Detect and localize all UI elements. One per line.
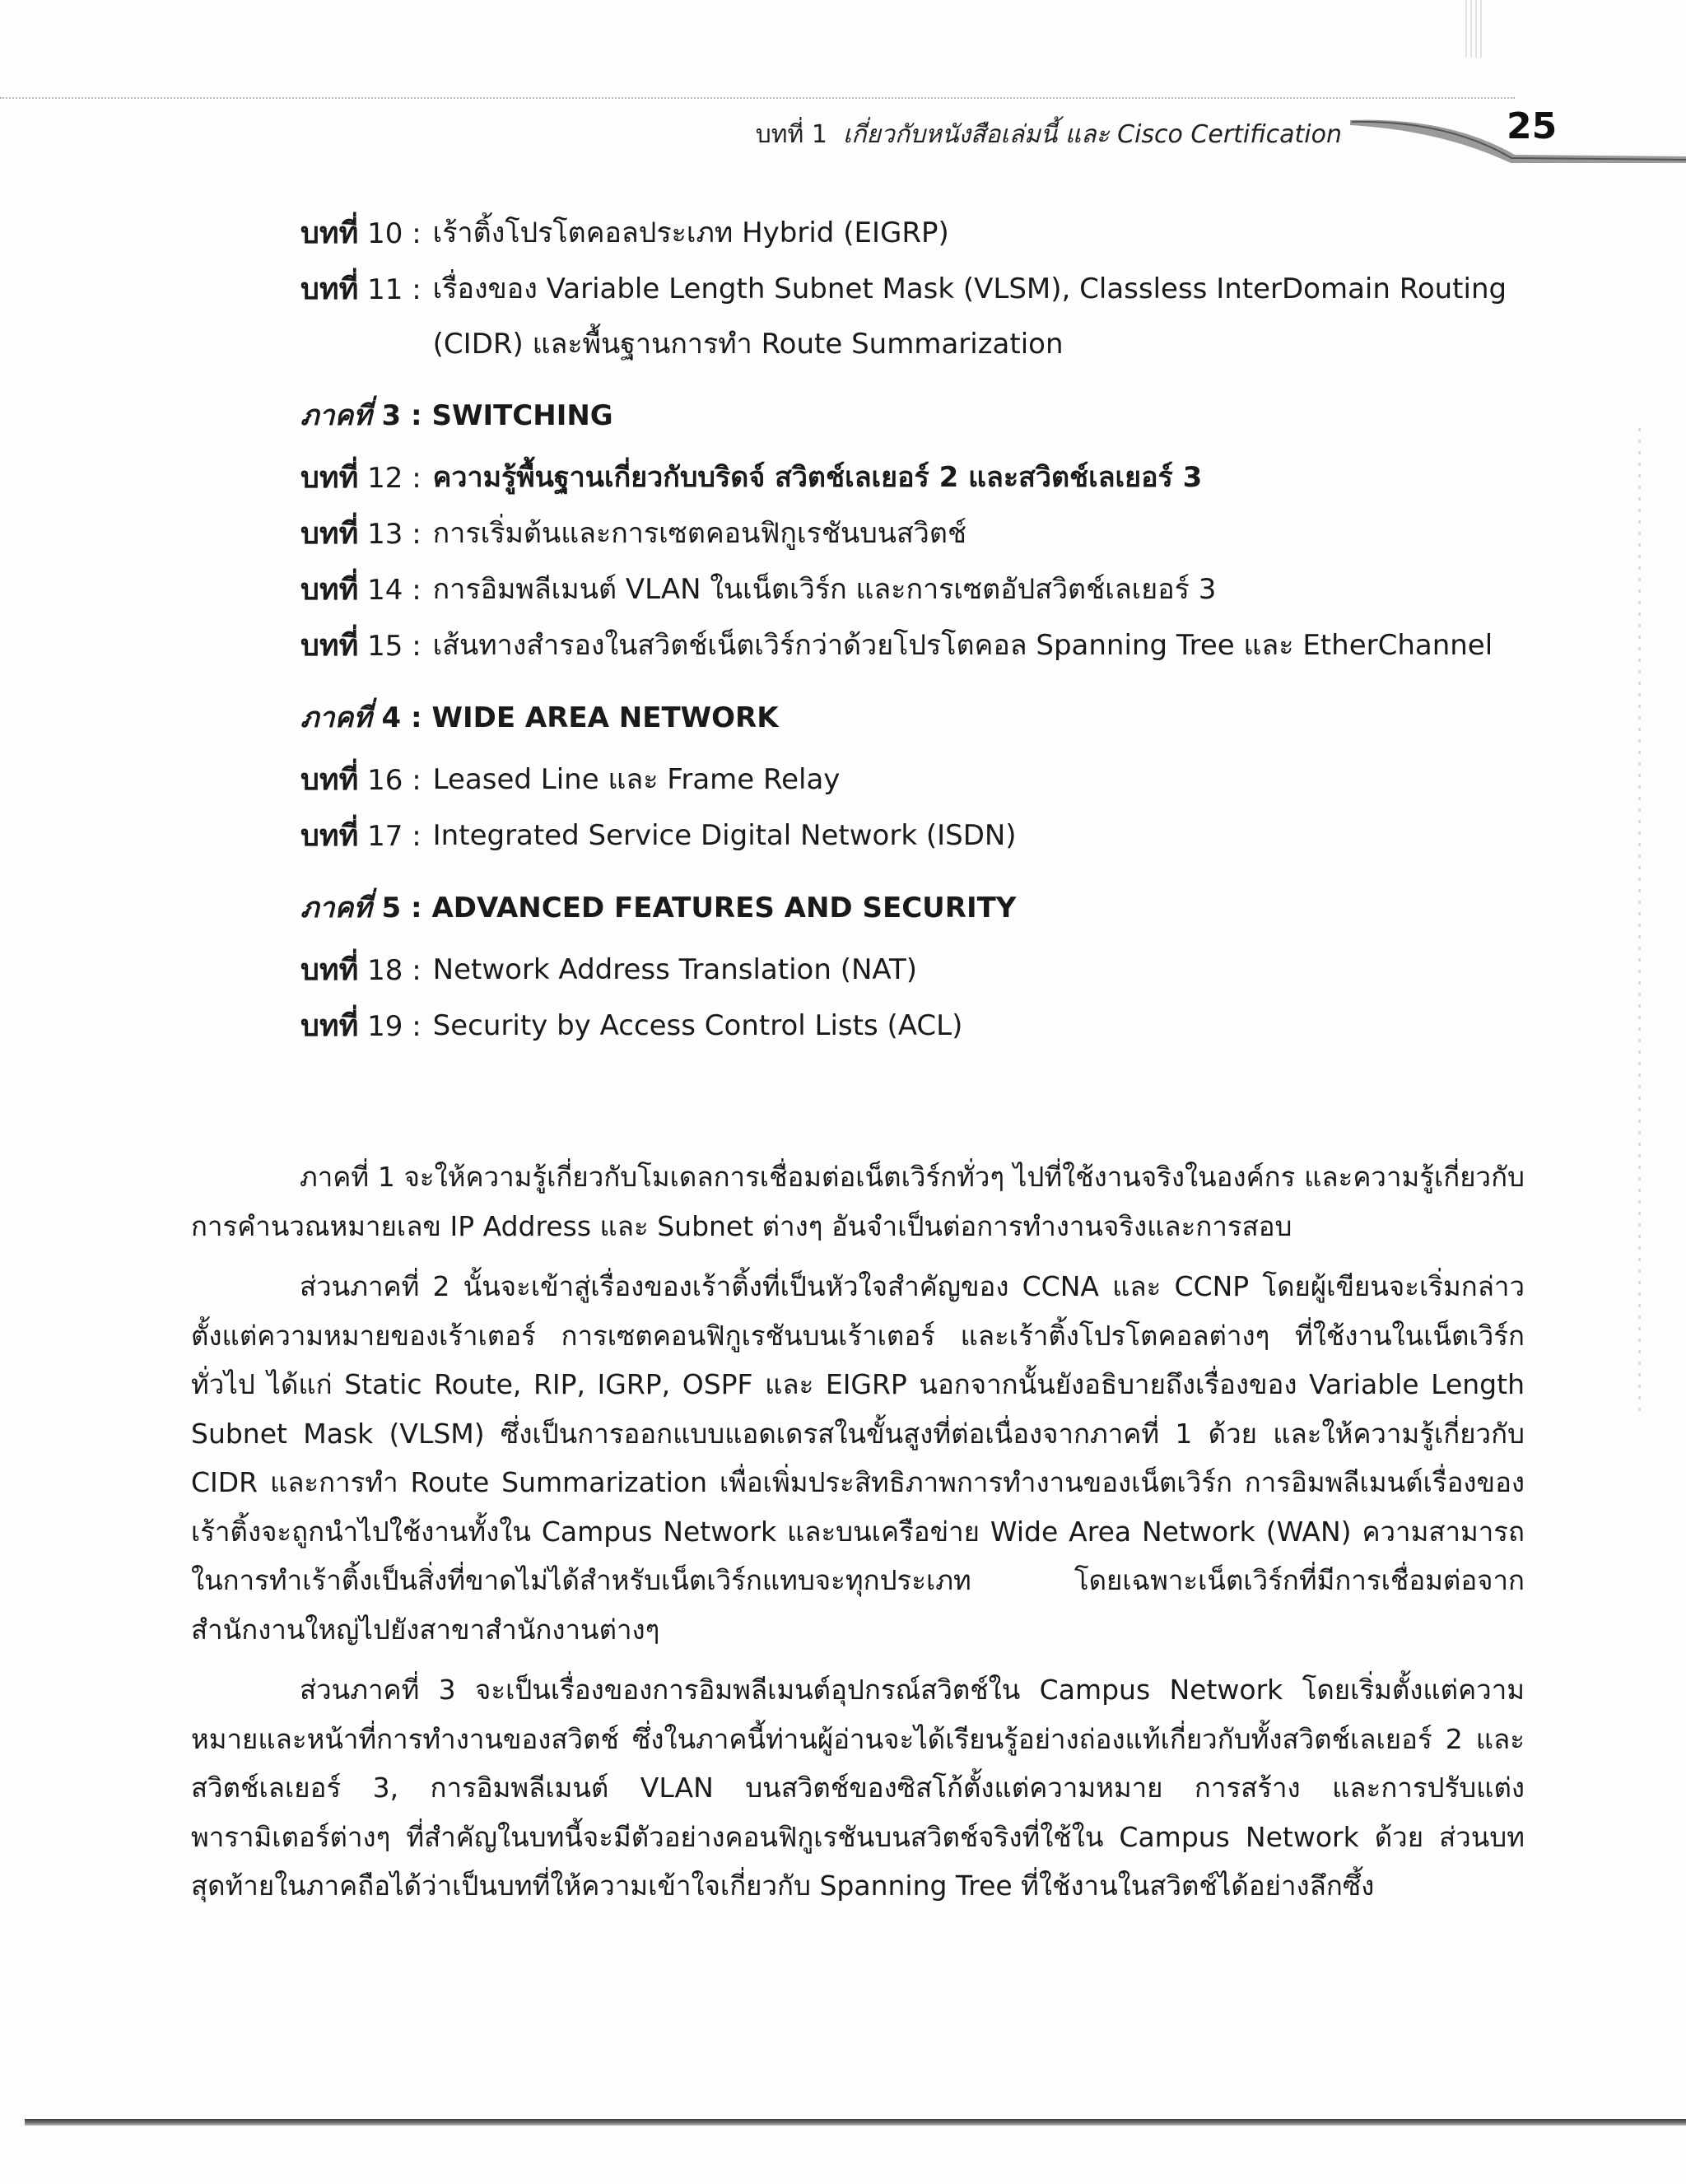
paragraph-part-1: ภาคที่ 1 จะให้ความรู้เกี่ยวกับโมเดลการเชื่อมต่อเน็ตเวิร์กทั่วๆ ไปที่ใช้งานจริงในองค์กร และความรู้เกี่ยวกับการคำนวณหมายเลข IP Address และ Subnet ต่างๆ อันจำเป็นต่อการทำงานจริงและการสอบ <box>191 1161 1525 1242</box>
toc-chapter-14 <box>300 562 1535 618</box>
header-chapter-title: เกี่ยวกับหนังสือเล่มนี้ และ Cisco Certification <box>843 120 1342 149</box>
part-number: 4 : <box>381 701 422 734</box>
chapter-title: เรื่องของ Variable Length Subnet Mask (VLSM), Classless InterDomain Routing (CIDR) และพื้นฐานการทำ Route Summarization <box>432 272 1507 361</box>
chapter-word: บทที่ <box>300 217 359 250</box>
chapter-word: บทที่ <box>300 517 359 551</box>
chapter-word: บทที่ <box>300 953 359 987</box>
chapter-number: 12 : <box>367 462 422 495</box>
page-number: 25 <box>1507 105 1558 147</box>
chapter-word: บทที่ <box>300 819 359 853</box>
chapter-word: บทที่ <box>300 461 359 495</box>
chapter-title: Integrated Service Digital Network (ISDN) <box>432 819 1017 852</box>
toc-part-5 <box>300 881 1535 936</box>
chapter-word: บทที่ <box>300 573 359 607</box>
chapter-title: การอิมพลีเมนต์ VLAN ในเน็ตเวิร์ก และการเซตอัปสวิตช์เลเยอร์ 3 <box>432 573 1217 606</box>
toc-chapter-18 <box>300 943 1535 999</box>
paragraph-part-3: ส่วนภาคที่ 3 จะเป็นเรื่องของการอิมพลีเมนต์อุปกรณ์สวิตช์ใน Campus Network โดยเริ่มตั้งแต่ความหมายและหน้าที่การทำงานของสวิตช์ ซึ่งในภาคนี้ท่านผู้อ่านจะได้เรียนรู้อย่างถ่องแท้เกี่ยวกับทั้งสวิตช์เลเยอร์ 2 และสวิตช์เลเยอร์ 3, การอิมพลีเมนต์ VLAN บนสวิตช์ของซิสโก้ตั้งแต่ความหมาย การสร้าง และการปรับแต่งพารามิเตอร์ต่างๆ ที่สำคัญในบทนี้จะมีตัวอย่างคอนฟิกูเรชันบนสวิตช์จริงที่ใช้ใน Campus Network ด้วย ส่วนบทสุดท้ายในภาคถือได้ว่าเป็นบทที่ให้ความเข้าใจเกี่ยวกับ Spanning Tree ที่ใช้งานในสวิตช์ได้อย่างลึกซึ้ง <box>191 1674 1525 1902</box>
chapter-number: 16 : <box>367 764 422 797</box>
chapter-title: Network Address Translation (NAT) <box>432 953 918 986</box>
scan-margin-mark <box>1465 0 1485 58</box>
toc-chapter-19 <box>300 999 1535 1055</box>
part-title: SWITCHING <box>431 399 613 432</box>
part-word: ภาคที่ <box>300 701 372 734</box>
chapter-title: เส้นทางสำรองในสวิตช์เน็ตเวิร์กว่าด้วยโปรโตคอล Spanning Tree และ EtherChannel <box>432 629 1493 662</box>
part-title: ADVANCED FEATURES AND SECURITY <box>431 892 1017 924</box>
chapter-title: เร้าติ้งโปรโตคอลประเภท Hybrid (EIGRP) <box>432 217 949 249</box>
chapter-number: 13 : <box>367 518 422 551</box>
chapter-number: 11 : <box>367 273 422 306</box>
part-number: 5 : <box>381 892 422 924</box>
chapter-number: 10 : <box>367 217 422 250</box>
chapter-title: Security by Access Control Lists (ACL) <box>432 1009 963 1042</box>
toc-chapter-15 <box>300 618 1535 674</box>
chapter-number: 15 : <box>367 630 422 663</box>
toc-chapter-17 <box>300 808 1535 864</box>
toc-chapter-11 <box>300 262 1535 372</box>
toc-chapter-13 <box>300 506 1535 562</box>
part-word: ภาคที่ <box>300 892 372 924</box>
toc-chapter-12 <box>300 450 1535 506</box>
toc-chapter-10 <box>300 206 1535 262</box>
chapter-word: บทที่ <box>300 629 359 663</box>
chapter-word: บทที่ <box>300 272 359 306</box>
chapter-word: บทที่ <box>300 1009 359 1043</box>
chapter-word: บทที่ <box>300 763 359 797</box>
header-chapter-label: บทที่ 1 <box>755 120 827 149</box>
part-word: ภาคที่ <box>300 399 372 432</box>
part-number: 3 : <box>381 399 422 432</box>
part-title: WIDE AREA NETWORK <box>431 701 779 734</box>
chapter-title: Leased Line และ Frame Relay <box>432 763 841 796</box>
toc-list <box>300 206 1535 1055</box>
chapter-number: 14 : <box>367 574 422 607</box>
toc-part-3 <box>300 389 1535 444</box>
running-header <box>756 115 1342 154</box>
chapter-number: 17 : <box>367 820 422 853</box>
chapter-title: ความรู้พื้นฐานเกี่ยวกับบริดจ์ สวิตช์เลเยอร์ 2 และสวิตช์เลเยอร์ 3 <box>432 461 1203 494</box>
bottom-scan-rule <box>25 2119 1686 2126</box>
top-scan-rule <box>0 97 1515 99</box>
paragraph-part-2: ส่วนภาคที่ 2 นั้นจะเข้าสู่เรื่องของเร้าติ้งที่เป็นหัวใจสำคัญของ CCNA และ CCNP โดยผู้เขียนจะเริ่มกล่าวตั้งแต่ความหมายของเร้าเตอร์ การเซตคอนฟิกูเรชันบนเร้าเตอร์ และเร้าติ้งโปรโตคอลต่างๆ ที่ใช้งานในเน็ตเวิร์กทั่วไป ได้แก่ Static Route, RIP, IGRP, OSPF และ EIGRP นอกจากนั้นยังอธิบายถึงเรื่องของ Variable Length Subnet Mask (VLSM) ซึ่งเป็นการออกแบบแอดเดรสในขั้นสูงที่ต่อเนื่องจากภาคที่ 1 ด้วย และให้ความรู้เกี่ยวกับ CIDR และการทำ Route Summarization เพื่อเพิ่มประสิทธิภาพการทำงานของเน็ตเวิร์ก การอิมพลีเมนต์เรื่องของเร้าติ้งจะถูกนำไปใช้งานทั้งใน Campus Network และบนเครือข่าย Wide Area Network (WAN) ความสามารถในการทำเร้าติ้งเป็นสิ่งที่ขาดไม่ได้สำหรับเน็ตเวิร์กแทบจะทุกประเภท โดยเฉพาะเน็ตเวิร์กที่มีการเชื่อมต่อจากสำนักงานใหญ่ไปยังสาขาสำนักงานต่างๆ <box>191 1270 1525 1646</box>
chapter-title: การเริ่มต้นและการเซตคอนฟิกูเรชันบนสวิตช์ <box>432 517 967 550</box>
body-text <box>191 1153 1525 1922</box>
chapter-number: 19 : <box>367 1010 422 1043</box>
scan-margin-mark <box>1638 428 1641 1416</box>
toc-chapter-16 <box>300 752 1535 808</box>
toc-part-4 <box>300 691 1535 746</box>
chapter-number: 18 : <box>367 954 422 987</box>
